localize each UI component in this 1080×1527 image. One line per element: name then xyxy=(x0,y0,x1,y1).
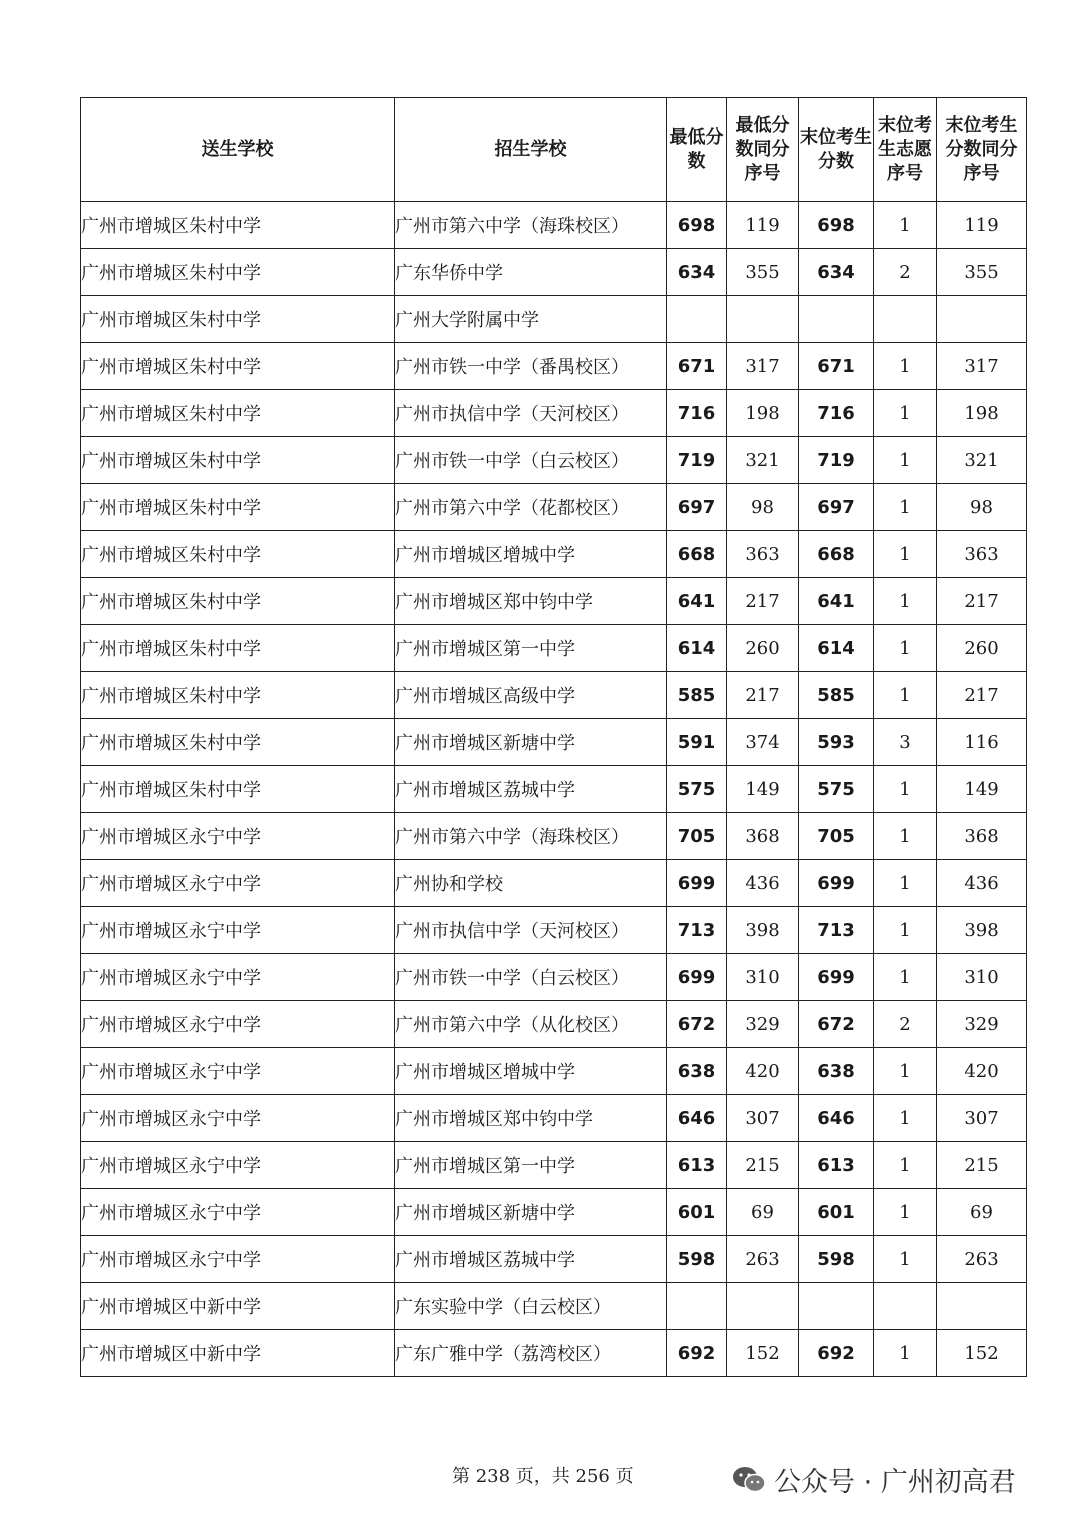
cell-last-student-score: 601 xyxy=(799,1189,874,1236)
table-row xyxy=(81,484,1027,531)
cell-last-student-score: 668 xyxy=(799,531,874,578)
cell-sending-school: 广州市增城区朱村中学 xyxy=(81,578,395,625)
cell-last-student-choice-order: 1 xyxy=(874,531,937,578)
cell-min-score-tie-rank: 307 xyxy=(727,1095,799,1142)
cell-last-student-score: 634 xyxy=(799,249,874,296)
table-row xyxy=(81,1236,1027,1283)
cell-min-score-tie-rank: 329 xyxy=(727,1001,799,1048)
table-row xyxy=(81,1095,1027,1142)
table-row xyxy=(81,437,1027,484)
header-last-student-score: 末位考生分数 xyxy=(799,98,874,202)
cell-min-score: 575 xyxy=(667,766,727,813)
cell-last-student-choice-order xyxy=(874,1283,937,1330)
table-row xyxy=(81,860,1027,907)
cell-sending-school: 广州市增城区永宁中学 xyxy=(81,1095,395,1142)
header-admitting-school: 招生学校 xyxy=(395,98,667,202)
cell-min-score-tie-rank: 152 xyxy=(727,1330,799,1377)
cell-sending-school: 广州市增城区朱村中学 xyxy=(81,249,395,296)
cell-last-student-score: 646 xyxy=(799,1095,874,1142)
cell-last-student-choice-order: 1 xyxy=(874,484,937,531)
cell-min-score: 699 xyxy=(667,954,727,1001)
cell-admitting-school: 广州市铁一中学（白云校区） xyxy=(395,437,667,484)
cell-last-student-tie-rank: 152 xyxy=(937,1330,1027,1377)
cell-last-student-choice-order: 1 xyxy=(874,1048,937,1095)
cell-sending-school: 广州市增城区永宁中学 xyxy=(81,813,395,860)
cell-last-student-score: 719 xyxy=(799,437,874,484)
cell-last-student-choice-order: 1 xyxy=(874,625,937,672)
cell-admitting-school: 广州市增城区第一中学 xyxy=(395,1142,667,1189)
cell-min-score-tie-rank: 217 xyxy=(727,672,799,719)
cell-last-student-tie-rank: 420 xyxy=(937,1048,1027,1095)
table-row xyxy=(81,390,1027,437)
cell-sending-school: 广州市增城区永宁中学 xyxy=(81,860,395,907)
table-row xyxy=(81,625,1027,672)
cell-min-score-tie-rank: 317 xyxy=(727,343,799,390)
table-row xyxy=(81,813,1027,860)
cell-sending-school: 广州市增城区朱村中学 xyxy=(81,672,395,719)
cell-last-student-score: 699 xyxy=(799,954,874,1001)
cell-last-student-tie-rank: 215 xyxy=(937,1142,1027,1189)
cell-min-score: 671 xyxy=(667,343,727,390)
cell-last-student-tie-rank: 149 xyxy=(937,766,1027,813)
cell-last-student-tie-rank: 98 xyxy=(937,484,1027,531)
header-last-student-choice-order: 末位考生志愿序号 xyxy=(874,98,937,202)
cell-last-student-tie-rank: 307 xyxy=(937,1095,1027,1142)
cell-last-student-choice-order: 1 xyxy=(874,1236,937,1283)
cell-last-student-choice-order: 1 xyxy=(874,1142,937,1189)
table-row xyxy=(81,249,1027,296)
cell-admitting-school: 广州市铁一中学（白云校区） xyxy=(395,954,667,1001)
cell-last-student-tie-rank: 217 xyxy=(937,578,1027,625)
cell-last-student-tie-rank: 436 xyxy=(937,860,1027,907)
cell-last-student-tie-rank xyxy=(937,1283,1027,1330)
cell-min-score: 716 xyxy=(667,390,727,437)
table-row xyxy=(81,531,1027,578)
table-body xyxy=(81,202,1027,1377)
cell-last-student-score: 671 xyxy=(799,343,874,390)
cell-last-student-score: 598 xyxy=(799,1236,874,1283)
cell-admitting-school: 广州市增城区新塘中学 xyxy=(395,719,667,766)
cell-min-score-tie-rank: 69 xyxy=(727,1189,799,1236)
table-row xyxy=(81,1001,1027,1048)
cell-min-score-tie-rank: 215 xyxy=(727,1142,799,1189)
cell-min-score-tie-rank: 368 xyxy=(727,813,799,860)
cell-min-score: 672 xyxy=(667,1001,727,1048)
cell-last-student-score: 716 xyxy=(799,390,874,437)
cell-last-student-score: 575 xyxy=(799,766,874,813)
cell-min-score: 634 xyxy=(667,249,727,296)
cell-min-score-tie-rank: 321 xyxy=(727,437,799,484)
cell-admitting-school: 广州市增城区增城中学 xyxy=(395,1048,667,1095)
table-row xyxy=(81,954,1027,1001)
cell-last-student-score: 692 xyxy=(799,1330,874,1377)
cell-last-student-choice-order: 1 xyxy=(874,578,937,625)
cell-min-score: 668 xyxy=(667,531,727,578)
wechat-icon xyxy=(732,1465,766,1495)
cell-min-score: 698 xyxy=(667,202,727,249)
table-row xyxy=(81,343,1027,390)
cell-last-student-tie-rank: 198 xyxy=(937,390,1027,437)
table-row xyxy=(81,719,1027,766)
cell-last-student-tie-rank: 69 xyxy=(937,1189,1027,1236)
cell-last-student-tie-rank: 329 xyxy=(937,1001,1027,1048)
cell-last-student-score: 697 xyxy=(799,484,874,531)
page-number: 第 238 页，共 256 页 xyxy=(452,1466,634,1487)
cell-admitting-school: 广州市执信中学（天河校区） xyxy=(395,907,667,954)
cell-min-score: 697 xyxy=(667,484,727,531)
table-row xyxy=(81,1330,1027,1377)
cell-admitting-school: 广州市第六中学（从化校区） xyxy=(395,1001,667,1048)
cell-admitting-school: 广州市增城区新塘中学 xyxy=(395,1189,667,1236)
cell-admitting-school: 广州市第六中学（海珠校区） xyxy=(395,202,667,249)
cell-last-student-score: 713 xyxy=(799,907,874,954)
table-row xyxy=(81,1189,1027,1236)
cell-last-student-tie-rank: 321 xyxy=(937,437,1027,484)
cell-min-score-tie-rank xyxy=(727,1283,799,1330)
header-last-student-tie-rank: 末位考生分数同分序号 xyxy=(937,98,1027,202)
cell-last-student-tie-rank: 398 xyxy=(937,907,1027,954)
cell-sending-school: 广州市增城区朱村中学 xyxy=(81,343,395,390)
table-row xyxy=(81,672,1027,719)
cell-last-student-score: 614 xyxy=(799,625,874,672)
cell-admitting-school: 广州市增城区郑中钧中学 xyxy=(395,578,667,625)
cell-sending-school: 广州市增城区中新中学 xyxy=(81,1283,395,1330)
cell-admitting-school: 广州协和学校 xyxy=(395,860,667,907)
cell-last-student-choice-order: 1 xyxy=(874,672,937,719)
cell-sending-school: 广州市增城区朱村中学 xyxy=(81,766,395,813)
cell-min-score-tie-rank: 374 xyxy=(727,719,799,766)
cell-last-student-choice-order: 2 xyxy=(874,249,937,296)
table-row xyxy=(81,202,1027,249)
cell-last-student-score: 705 xyxy=(799,813,874,860)
cell-last-student-choice-order: 1 xyxy=(874,813,937,860)
cell-min-score-tie-rank: 98 xyxy=(727,484,799,531)
table-row xyxy=(81,296,1027,343)
cell-admitting-school: 广东广雅中学（荔湾校区） xyxy=(395,1330,667,1377)
cell-last-student-tie-rank: 263 xyxy=(937,1236,1027,1283)
cell-last-student-choice-order: 1 xyxy=(874,343,937,390)
table-row xyxy=(81,1048,1027,1095)
cell-last-student-tie-rank: 363 xyxy=(937,531,1027,578)
cell-min-score: 646 xyxy=(667,1095,727,1142)
cell-last-student-choice-order: 1 xyxy=(874,202,937,249)
cell-last-student-tie-rank: 116 xyxy=(937,719,1027,766)
cell-last-student-score xyxy=(799,296,874,343)
cell-admitting-school: 广州市增城区增城中学 xyxy=(395,531,667,578)
admission-score-table xyxy=(80,97,1027,1377)
cell-min-score: 585 xyxy=(667,672,727,719)
cell-sending-school: 广州市增城区朱村中学 xyxy=(81,625,395,672)
header-min-score: 最低分数 xyxy=(667,98,727,202)
cell-min-score: 638 xyxy=(667,1048,727,1095)
cell-sending-school: 广州市增城区朱村中学 xyxy=(81,531,395,578)
cell-admitting-school: 广东华侨中学 xyxy=(395,249,667,296)
cell-min-score-tie-rank: 260 xyxy=(727,625,799,672)
cell-min-score xyxy=(667,296,727,343)
cell-admitting-school: 广州市铁一中学（番禺校区） xyxy=(395,343,667,390)
cell-last-student-tie-rank: 317 xyxy=(937,343,1027,390)
cell-last-student-choice-order: 1 xyxy=(874,907,937,954)
cell-last-student-choice-order: 1 xyxy=(874,1095,937,1142)
cell-last-student-tie-rank: 355 xyxy=(937,249,1027,296)
cell-last-student-score: 672 xyxy=(799,1001,874,1048)
cell-last-student-choice-order: 1 xyxy=(874,437,937,484)
cell-min-score: 601 xyxy=(667,1189,727,1236)
cell-last-student-score: 593 xyxy=(799,719,874,766)
cell-min-score-tie-rank: 355 xyxy=(727,249,799,296)
cell-min-score-tie-rank: 420 xyxy=(727,1048,799,1095)
table-row xyxy=(81,1283,1027,1330)
cell-min-score-tie-rank: 436 xyxy=(727,860,799,907)
cell-admitting-school: 广州市第六中学（海珠校区） xyxy=(395,813,667,860)
cell-min-score: 614 xyxy=(667,625,727,672)
cell-last-student-score: 585 xyxy=(799,672,874,719)
cell-last-student-tie-rank: 260 xyxy=(937,625,1027,672)
cell-min-score-tie-rank: 198 xyxy=(727,390,799,437)
cell-min-score: 641 xyxy=(667,578,727,625)
cell-admitting-school: 广州市增城区荔城中学 xyxy=(395,1236,667,1283)
cell-admitting-school: 广东实验中学（白云校区） xyxy=(395,1283,667,1330)
cell-admitting-school: 广州市增城区荔城中学 xyxy=(395,766,667,813)
cell-last-student-tie-rank: 310 xyxy=(937,954,1027,1001)
cell-min-score: 705 xyxy=(667,813,727,860)
cell-last-student-score: 613 xyxy=(799,1142,874,1189)
cell-sending-school: 广州市增城区永宁中学 xyxy=(81,954,395,1001)
cell-admitting-school: 广州市增城区高级中学 xyxy=(395,672,667,719)
cell-admitting-school: 广州市第六中学（花都校区） xyxy=(395,484,667,531)
cell-sending-school: 广州市增城区永宁中学 xyxy=(81,1001,395,1048)
cell-last-student-choice-order: 1 xyxy=(874,860,937,907)
cell-min-score-tie-rank: 217 xyxy=(727,578,799,625)
cell-sending-school: 广州市增城区朱村中学 xyxy=(81,437,395,484)
cell-last-student-choice-order: 1 xyxy=(874,1330,937,1377)
cell-admitting-school: 广州大学附属中学 xyxy=(395,296,667,343)
cell-sending-school: 广州市增城区朱村中学 xyxy=(81,390,395,437)
table-row xyxy=(81,766,1027,813)
cell-sending-school: 广州市增城区永宁中学 xyxy=(81,1236,395,1283)
cell-admitting-school: 广州市增城区第一中学 xyxy=(395,625,667,672)
cell-min-score: 692 xyxy=(667,1330,727,1377)
cell-admitting-school: 广州市增城区郑中钧中学 xyxy=(395,1095,667,1142)
cell-last-student-score: 638 xyxy=(799,1048,874,1095)
cell-min-score-tie-rank: 149 xyxy=(727,766,799,813)
cell-min-score: 719 xyxy=(667,437,727,484)
cell-min-score: 598 xyxy=(667,1236,727,1283)
table-row xyxy=(81,907,1027,954)
cell-min-score-tie-rank: 263 xyxy=(727,1236,799,1283)
cell-admitting-school: 广州市执信中学（天河校区） xyxy=(395,390,667,437)
cell-last-student-choice-order: 1 xyxy=(874,390,937,437)
cell-min-score: 699 xyxy=(667,860,727,907)
cell-sending-school: 广州市增城区中新中学 xyxy=(81,1330,395,1377)
cell-sending-school: 广州市增城区朱村中学 xyxy=(81,719,395,766)
cell-last-student-choice-order: 3 xyxy=(874,719,937,766)
cell-last-student-choice-order: 1 xyxy=(874,766,937,813)
cell-min-score: 613 xyxy=(667,1142,727,1189)
cell-last-student-tie-rank: 368 xyxy=(937,813,1027,860)
cell-min-score-tie-rank: 310 xyxy=(727,954,799,1001)
cell-sending-school: 广州市增城区永宁中学 xyxy=(81,907,395,954)
cell-min-score xyxy=(667,1283,727,1330)
cell-last-student-score xyxy=(799,1283,874,1330)
cell-min-score: 713 xyxy=(667,907,727,954)
table-row xyxy=(81,1142,1027,1189)
cell-last-student-score: 641 xyxy=(799,578,874,625)
cell-last-student-tie-rank: 119 xyxy=(937,202,1027,249)
cell-min-score-tie-rank: 363 xyxy=(727,531,799,578)
wechat-watermark xyxy=(732,1460,1016,1499)
cell-last-student-choice-order: 2 xyxy=(874,1001,937,1048)
cell-last-student-choice-order: 1 xyxy=(874,954,937,1001)
cell-min-score: 591 xyxy=(667,719,727,766)
cell-sending-school: 广州市增城区永宁中学 xyxy=(81,1048,395,1095)
cell-last-student-choice-order: 1 xyxy=(874,1189,937,1236)
cell-sending-school: 广州市增城区永宁中学 xyxy=(81,1142,395,1189)
cell-sending-school: 广州市增城区朱村中学 xyxy=(81,202,395,249)
cell-last-student-score: 698 xyxy=(799,202,874,249)
cell-min-score-tie-rank: 119 xyxy=(727,202,799,249)
cell-last-student-choice-order xyxy=(874,296,937,343)
cell-sending-school: 广州市增城区永宁中学 xyxy=(81,1189,395,1236)
cell-last-student-score: 699 xyxy=(799,860,874,907)
table-header-row xyxy=(81,98,1027,202)
header-min-score-tie-rank: 最低分数同分序号 xyxy=(727,98,799,202)
cell-last-student-tie-rank: 217 xyxy=(937,672,1027,719)
cell-min-score-tie-rank: 398 xyxy=(727,907,799,954)
cell-sending-school: 广州市增城区朱村中学 xyxy=(81,484,395,531)
cell-last-student-tie-rank xyxy=(937,296,1027,343)
cell-min-score-tie-rank xyxy=(727,296,799,343)
header-sending-school: 送生学校 xyxy=(81,98,395,202)
cell-sending-school: 广州市增城区朱村中学 xyxy=(81,296,395,343)
table-row xyxy=(81,578,1027,625)
watermark-text: 公众号 · 广州初高君 xyxy=(774,1467,1016,1498)
